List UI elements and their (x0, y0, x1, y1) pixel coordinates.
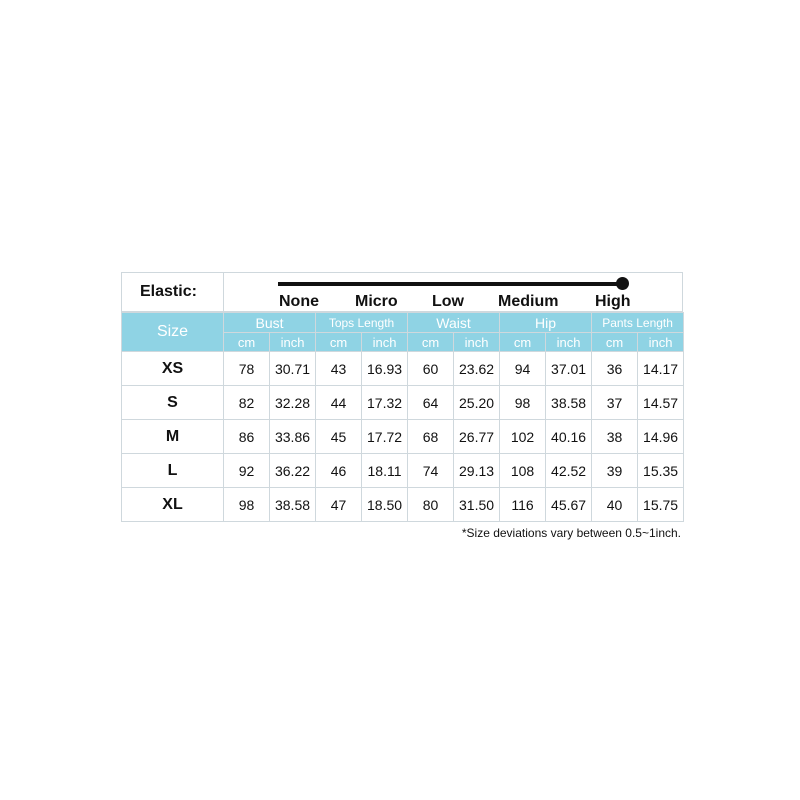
value-cell: 18.50 (362, 488, 408, 522)
value-cell: 15.35 (638, 454, 684, 488)
unit-header-inch: inch (546, 333, 592, 352)
elastic-row (121, 272, 683, 312)
value-cell: 78 (224, 352, 270, 386)
value-cell: 108 (500, 454, 546, 488)
elastic-indicator (616, 277, 629, 290)
value-cell: 45.67 (546, 488, 592, 522)
value-cell: 43 (316, 352, 362, 386)
value-cell: 14.57 (638, 386, 684, 420)
value-cell: 45 (316, 420, 362, 454)
value-cell: 36 (592, 352, 638, 386)
value-cell: 92 (224, 454, 270, 488)
value-cell: 39 (592, 454, 638, 488)
value-cell: 68 (408, 420, 454, 454)
value-cell: 33.86 (270, 420, 316, 454)
group-header-waist: Waist (408, 313, 500, 333)
elastic-label: Elastic: (122, 273, 224, 311)
value-cell: 30.71 (270, 352, 316, 386)
value-cell: 16.93 (362, 352, 408, 386)
size-cell: L (122, 454, 224, 488)
value-cell: 29.13 (454, 454, 500, 488)
group-header-tops-length: Tops Length (316, 313, 408, 333)
value-cell: 37.01 (546, 352, 592, 386)
elastic-level-high: High (595, 293, 631, 310)
value-cell: 42.52 (546, 454, 592, 488)
value-cell: 31.50 (454, 488, 500, 522)
value-cell: 14.96 (638, 420, 684, 454)
unit-header-inch: inch (638, 333, 684, 352)
value-cell: 116 (500, 488, 546, 522)
elastic-scale (224, 273, 682, 311)
value-cell: 47 (316, 488, 362, 522)
size-column-header: Size (122, 313, 224, 352)
value-cell: 17.32 (362, 386, 408, 420)
value-cell: 80 (408, 488, 454, 522)
value-cell: 86 (224, 420, 270, 454)
value-cell: 98 (500, 386, 546, 420)
elastic-level-low: Low (432, 293, 464, 310)
value-cell: 37 (592, 386, 638, 420)
size-chart (121, 272, 683, 540)
unit-header-inch: inch (454, 333, 500, 352)
value-cell: 74 (408, 454, 454, 488)
group-header-pants-length: Pants Length (592, 313, 684, 333)
value-cell: 38.58 (546, 386, 592, 420)
value-cell: 102 (500, 420, 546, 454)
unit-header-cm: cm (408, 333, 454, 352)
value-cell: 60 (408, 352, 454, 386)
size-table (121, 312, 684, 522)
table-row (122, 420, 684, 454)
value-cell: 25.20 (454, 386, 500, 420)
value-cell: 38 (592, 420, 638, 454)
value-cell: 36.22 (270, 454, 316, 488)
size-cell: S (122, 386, 224, 420)
size-deviation-note: *Size deviations vary between 0.5~1inch. (461, 526, 681, 540)
value-cell: 98 (224, 488, 270, 522)
elastic-level-medium: Medium (498, 293, 559, 310)
value-cell: 40.16 (546, 420, 592, 454)
value-cell: 18.11 (362, 454, 408, 488)
value-cell: 15.75 (638, 488, 684, 522)
value-cell: 32.28 (270, 386, 316, 420)
size-cell: XL (122, 488, 224, 522)
value-cell: 46 (316, 454, 362, 488)
elastic-level-micro: Micro (355, 293, 398, 310)
table-row (122, 454, 684, 488)
size-cell: XS (122, 352, 224, 386)
unit-header-inch: inch (270, 333, 316, 352)
table-row (122, 352, 684, 386)
size-cell: M (122, 420, 224, 454)
group-header-hip: Hip (500, 313, 592, 333)
unit-header-inch: inch (362, 333, 408, 352)
value-cell: 44 (316, 386, 362, 420)
value-cell: 82 (224, 386, 270, 420)
table-row (122, 488, 684, 522)
unit-header-cm: cm (592, 333, 638, 352)
value-cell: 23.62 (454, 352, 500, 386)
value-cell: 17.72 (362, 420, 408, 454)
unit-header-cm: cm (224, 333, 270, 352)
unit-header-cm: cm (316, 333, 362, 352)
group-header-bust: Bust (224, 313, 316, 333)
value-cell: 26.77 (454, 420, 500, 454)
value-cell: 40 (592, 488, 638, 522)
value-cell: 38.58 (270, 488, 316, 522)
header-row-groups (122, 313, 684, 333)
value-cell: 14.17 (638, 352, 684, 386)
value-cell: 64 (408, 386, 454, 420)
value-cell: 94 (500, 352, 546, 386)
elastic-track (278, 282, 622, 286)
unit-header-cm: cm (500, 333, 546, 352)
elastic-level-none: None (279, 293, 319, 310)
table-row (122, 386, 684, 420)
